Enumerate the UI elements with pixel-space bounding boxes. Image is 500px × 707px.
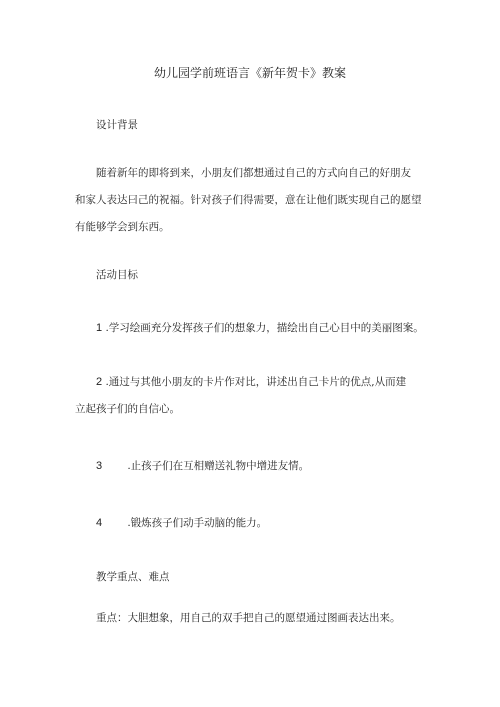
goal-item-2 [96,375,406,389]
section-heading-background: 设计背景 [96,119,138,131]
goal-number: 2 [96,376,103,388]
background-paragraph-line-1: 随着新年的即将到来，小朋友们都想通过自己的方式向自己的好朋友 [96,167,411,179]
goal-text: .锻炼孩子们动手动脑的能力。 [127,517,268,529]
goal-item-3 [96,459,309,473]
goal-number: 1 [96,322,103,334]
document-title: 幼儿园学前班语言《新年贺卡》教案 [153,66,346,80]
goal-item-2-continuation: 立起孩子们的自信心。 [75,403,180,415]
goal-number: 4 [96,517,103,529]
goal-item-1 [96,321,424,335]
goal-number: 3 [96,460,103,472]
section-heading-goals: 活动目标 [96,269,138,281]
goal-text: .止孩子们在互相赠送礼物中增进友情。 [127,460,310,472]
background-paragraph-line-3: 有能够学会到东西。 [75,221,170,233]
goal-text: .通过与其他小朋友的卡片作对比，讲述出自己卡片的优点,从而建 [105,376,407,388]
goal-item-4 [96,516,267,530]
key-point-paragraph: 重点：大胆想象，用自己的双手把自己的愿望通过图画表达出来。 [96,612,401,624]
goal-text: .学习绘画充分发挥孩子们的想象力，描绘出自己心目中的美丽图案。 [105,322,424,334]
section-heading-key-points: 教学重点、难点 [96,571,170,583]
background-paragraph-line-2: 和家人表达曰己的祝福。针对孩子们得需要，意在让他们既实现自己的愿望 [75,194,422,206]
